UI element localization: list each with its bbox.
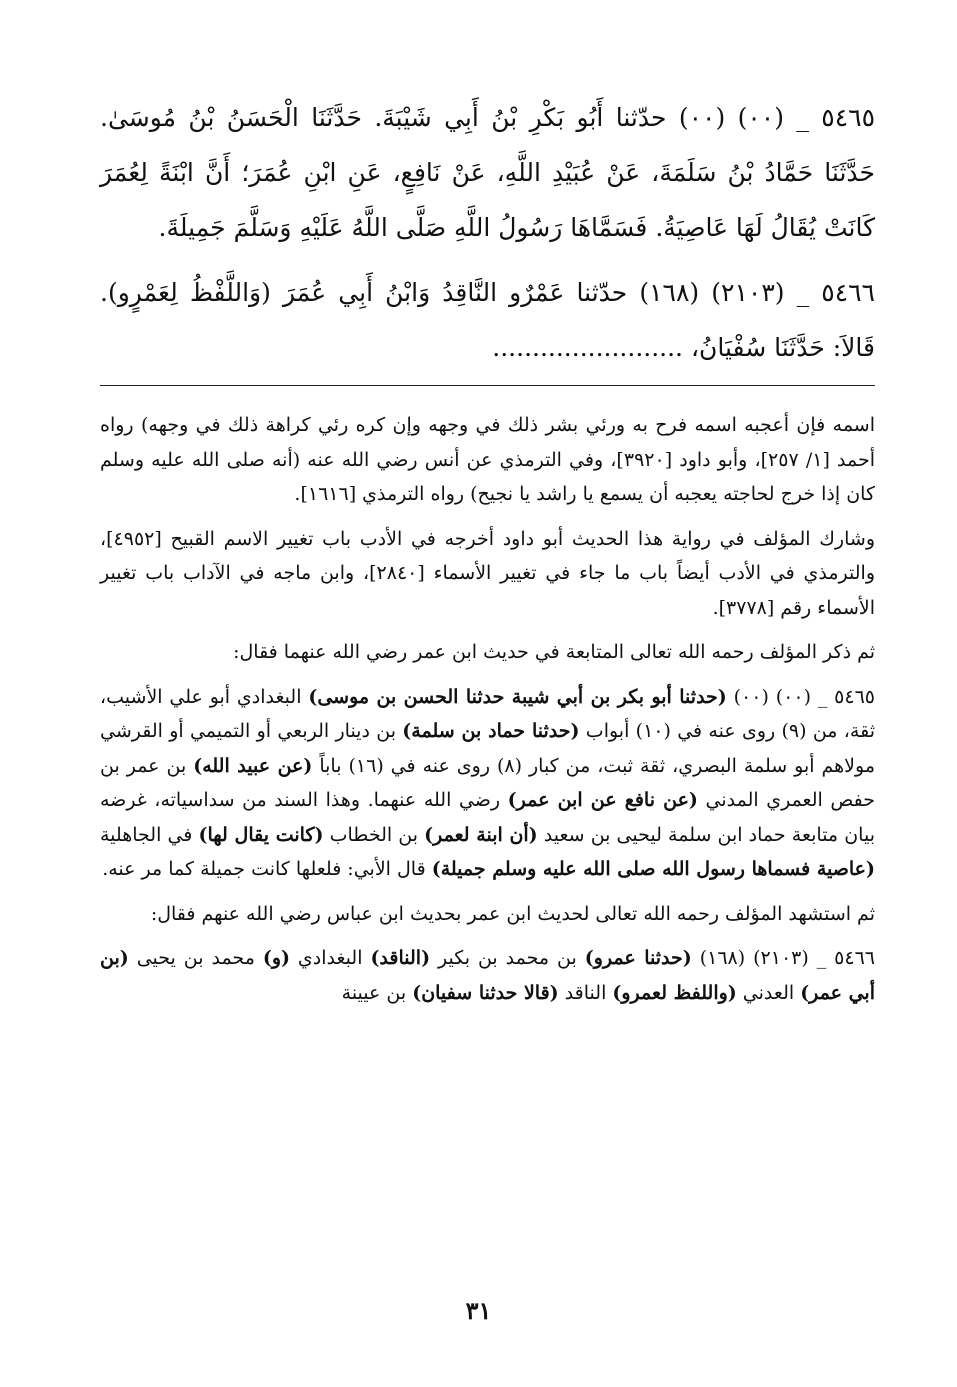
c6-b3: (و) xyxy=(262,947,290,969)
c6-s5: العدني xyxy=(736,981,801,1004)
c6-s3: البغدادي xyxy=(289,947,371,969)
continuation-dots: ........................ xyxy=(492,333,684,362)
c4-s3: بن دينار الربعي أو التميمي أو القرشي مولاهم أبو سلمة البصري، ثقة ثبت، من كبار (٨) روى عنه في (١٦) باباً xyxy=(100,720,876,777)
c4-s8: قال الأبي: فلعلها كانت جميلة كما مر عنه. xyxy=(102,858,432,880)
hadith-5466 xyxy=(100,265,875,375)
hadith-5466-text: ٥٤٦٦ _ (٢١٠٣) (١٦٨) حدّثنا عَمْرٌو النَّاقِدُ وَابْنُ أَبِي عُمَرَ (وَاللَّفْظُ لِعَمْرٍو). قَالاَ: حَدَّثَنَا سُفْيَانُ، xyxy=(100,278,875,362)
c6-s4: محمد بن يحيى xyxy=(128,947,263,969)
commentary-section xyxy=(100,408,875,1010)
c6-b5: (واللفظ لعمرو) xyxy=(612,981,737,1004)
commentary-paragraph-5: ثم استشهد المؤلف رحمه الله تعالى لحديث ابن عمر بحديث ابن عباس رضي الله عنهم فقال: xyxy=(150,902,875,925)
c4-b5: (أن ابنة لعمر) xyxy=(424,823,538,846)
c4-s5: رضي الله عنهما. وهذا السند من سداسياته، غرضه بيان متابعة حماد ابن سلمة ليحيى بن سعيد xyxy=(100,789,875,846)
c4-b4: (عن نافع عن ابن عمر) xyxy=(507,789,698,811)
commentary-paragraph-1: اسمه فإن أعجبه اسمه فرح به ورئي بشر ذلك في وجهه وإن كره رئي كراهة ذلك في وجهه) رواه أحمد [١/ ٢٥٧]، وأبو داود [٣٩٢٠]، وفي الترمذي عن أنس رضي الله عنه (أنه صلى الله عليه وسلم كان إذا خرج لحاجته يعجبه أن يسمع يا راشد يا نجيح) رواه الترمذي [١٦١٦]. xyxy=(100,414,875,505)
c4-s1: ٥٤٦٥ _ (٠٠) (٠٠) xyxy=(726,685,875,708)
page-content xyxy=(100,90,875,1020)
c6-s7: بن عيينة xyxy=(341,981,413,1004)
c6-b2: (الناقد) xyxy=(370,947,431,969)
hadith-text-section xyxy=(100,90,875,375)
c4-b2: (حدثنا حماد بن سلمة) xyxy=(402,720,580,742)
page-number: ٣١ xyxy=(465,1296,492,1325)
commentary-paragraph-6 xyxy=(100,941,875,1010)
c4-b3: (عن عبيد الله) xyxy=(193,754,313,777)
c4-s4: بن عمر بن حفص العمري المدني xyxy=(100,754,875,811)
c6-s6: الناقد xyxy=(558,981,613,1004)
hadith-5465 xyxy=(100,90,875,255)
c4-s7: في الجاهلية xyxy=(100,823,199,846)
c6-s1: ٥٤٦٦ _ (٢١٠٣) (١٦٨) xyxy=(691,947,875,969)
c6-s2: بن محمد بن بكير xyxy=(430,947,585,969)
c4-b6: (كانت يقال لها) xyxy=(198,823,324,846)
c4-b7: (عاصية فسماها رسول الله صلى الله عليه وسلم جميلة) xyxy=(431,858,875,880)
separator-line xyxy=(100,385,875,386)
c4-s2: البغدادي أبو علي الأشيب، ثقة، من (٩) روى عنه في (١٠) أبواب xyxy=(100,685,875,742)
c6-b4: (بن أبي عمر) xyxy=(100,947,875,1004)
commentary-paragraph-3: ثم ذكر المؤلف رحمه الله تعالى المتابعة في حديث ابن عمر رضي الله عنهما فقال: xyxy=(233,641,875,663)
c6-b1: (حدثنا عمرو) xyxy=(584,947,692,969)
commentary-paragraph-4 xyxy=(100,680,875,887)
c4-b1: (حدثنا أبو بكر بن أبي شيبة حدثنا الحسن بن موسى) xyxy=(308,685,727,708)
c6-b6: (قالا حدثنا سفيان) xyxy=(412,981,559,1004)
commentary-paragraph-2: وشارك المؤلف في رواية هذا الحديث أبو داود أخرجه في الأدب باب تغيير الاسم القبيح [٤٩٥٢]، والترمذي في الأدب أيضاً باب ما جاء في تغيير الأسماء [٢٨٤٠]، وابن ماجه في الآداب باب تغيير الأسماء رقم [٣٧٧٨]. xyxy=(100,527,876,619)
c4-s6: بن الخطاب xyxy=(323,823,425,846)
hadith-5465-text: ٥٤٦٥ _ (٠٠) (٠٠) حدّثنا أَبُو بَكْرِ بْنُ أَبِي شَيْبَةَ. حَدَّثَنَا الْحَسَنُ بْنُ مُوسَىٰ. حَدَّثَنَا حَمَّادُ بْنُ سَلَمَةَ، عَنْ عُبَيْدِ اللَّهِ، عَنْ نَافِعٍ، عَنِ ابْنِ عُمَرَ؛ أَنَّ ابْنَةً لِعُمَرَ كَانَتْ يُقَالُ لَهَا عَاصِيَةُ. فَسَمَّاهَا رَسُولُ اللَّهِ صَلَّى اللَّهُ عَلَيْهِ وَسَلَّمَ جَمِيلَةَ. xyxy=(100,103,875,242)
